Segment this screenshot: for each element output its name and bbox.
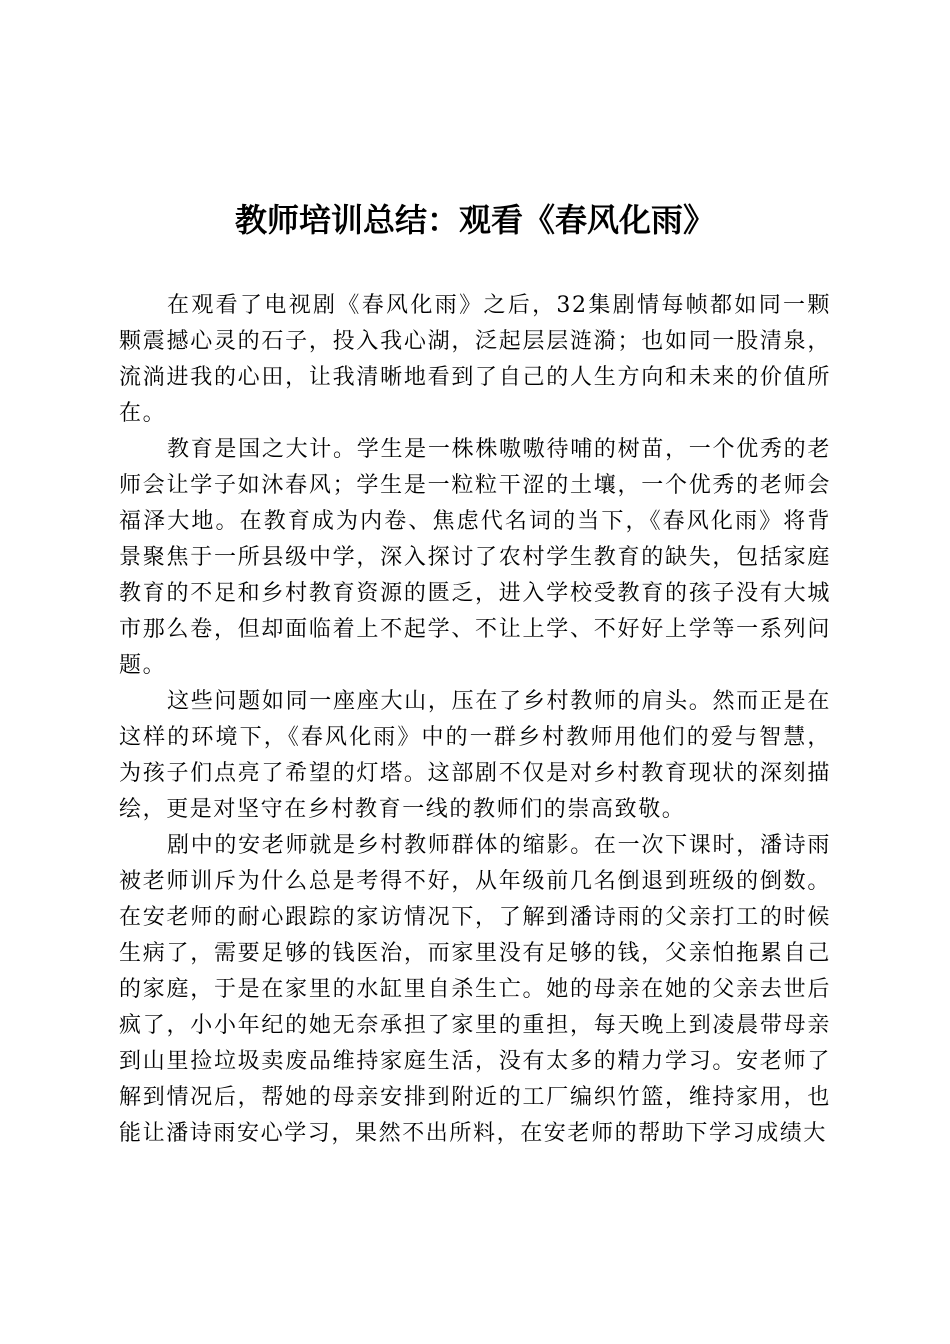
document-body xyxy=(119,288,831,1152)
paragraph-3: 这些问题如同一座座大山，压在了乡村教师的肩头。然而正是在这样的环境下，《春风化雨》中的一群乡村教师用他们的爱与智慧，为孩子们点亮了希望的灯塔。这部剧不仅是对乡村教育现状的深刻描绘，更是对坚守在乡村教育一线的教师们的崇高致敬。 xyxy=(119,689,831,822)
document-title: 教师培训总结：观看《春风化雨》 xyxy=(234,201,715,239)
paragraph-1: 在观看了电视剧《春风化雨》之后，32集剧情每帧都如同一颗颗震撼心灵的石子，投入我心湖，泛起层层涟漪；也如同一股清泉，流淌进我的心田，让我清晰地看到了自己的人生方向和未来的价值所在。 xyxy=(119,293,831,426)
paragraph-4: 剧中的安老师就是乡村教师群体的缩影。在一次下课时，潘诗雨被老师训斥为什么总是考得不好，从年级前几名倒退到班级的倒数。在安老师的耐心跟踪的家访情况下，了解到潘诗雨的父亲打工的时候生病了，需要足够的钱医治，而家里没有足够的钱，父亲怕拖累自己的家庭，于是在家里的水缸里自杀生亡。她的母亲在她的父亲去世后疯了，小小年纪的她无奈承担了家里的重担，每天晚上到凌晨带母亲到山里捡垃圾卖废品维持家庭生活，没有太多的精力学习。安老师了解到情况后，帮她的母亲安排到附近的工厂编织竹篮，维持家用，也能让潘诗雨安心学习，果然不出所料，在安老师的帮助下学习成绩大 xyxy=(119,833,831,1146)
paragraph-2: 教育是国之大计。学生是一株株嗷嗷待哺的树苗，一个优秀的老师会让学子如沐春风；学生是一粒粒干涩的土壤，一个优秀的老师会福泽大地。在教育成为内卷、焦虑代名词的当下，《春风化雨》将背景聚焦于一所县级中学，深入探讨了农村学生教育的缺失，包括家庭教育的不足和乡村教育资源的匮乏，进入学校受教育的孩子没有大城市那么卷，但却面临着上不起学、不让上学、不好好上学等一系列问题。 xyxy=(119,437,831,678)
